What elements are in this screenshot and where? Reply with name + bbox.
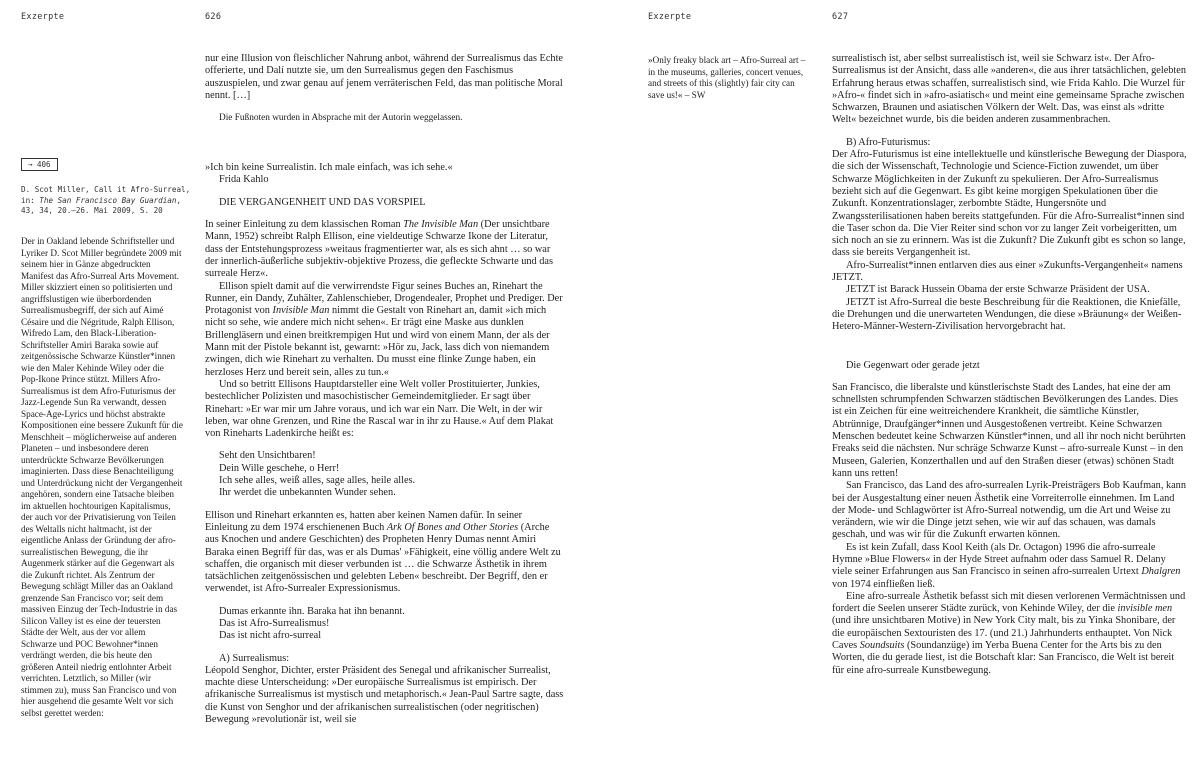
citation-post: , 43, 34, 20.–26. Mai 2009, S. 20 — [21, 195, 182, 215]
main-text-column — [832, 53, 1188, 677]
paragraph: San Francisco, das Land des afro-surrealen Lyrik-Preisträgers Bob Kaufman, kann bei der Ausgestaltung einer neuen Ästhetik eine Vorreiterrolle einnehmen. Im Land der Mode- und Schlagwörter ist Afro-Surreal notwendig, um die Art und Weise zu verändern, wie wir die Dinge jetzt sehen, wie wir auf das schauen, was damals geschah, und was wir für die Zukunft erwarten können. — [832, 480, 1186, 541]
citation-journal: The San Francisco Bay Guardian — [39, 195, 177, 205]
poem-block — [205, 606, 565, 643]
footnote-remark: Die Fußnoten wurden in Absprache mit der Autorin weggelassen. — [219, 113, 463, 124]
page-number: 627 — [832, 12, 849, 22]
paragraph: San Francisco, die liberalste und künstlerischste Stadt des Landes, hat eine der am schnellsten schrumpfenden Schwarzen städtischen Bevölkerungen des Landes. Dies ist ein Zeichen für eine weitreichendere Krankheit, die sämtliche Künstler, Abtrünnige, Draufgänger*innen und Ausgestoßenen vertreibt. Keine Schwarzen Menschen bedeutet keine Schwarzen Künstler*innen, und all ihr noch nicht berührten Freaks seid die nächsten. Nur schräge Schwarze Kunst – afro-surreale Kunst – in den Museen, Galerien, Konzerthallen und auf den Straßen dieser (etwas) schönen Stadt kann uns retten! — [832, 381, 1186, 479]
text-run: (Arche aus Knochen und andere Geschichten) des Propheten Henry Dumas nennt Amiri Baraka einen Begriff für das, was er als Dumas' »Fähigkeit, eine völlig andere Welt zu schaffen, die organisch mit dieser verbunden ist … die Schwarze Ästhetik in ihrem tatsächlichen zeitgenössischen und gelebten Leben« beschreibt. Der Begriff, den er verwendet, ist Afro-Surrealer Expressionismus. — [205, 521, 561, 595]
paragraph: Léopold Senghor, Dichter, erster Präsident des Senegal und afrikanischer Surrealist, machte diese Unterscheidung: »Der europäische Surrealismus ist empirisch. Der afrikanische Surrealismus ist mystisch und metaphorisch.« Jean-Paul Sartre sagte, dass die Kunst von Senghor und der afrikanischen surrealistischen (oder negritischen) Bewegung »revolutionär ist, weil sie — [205, 664, 564, 726]
text-run: Eine afro-surreale Ästhetik befasst sich mit diesen verlorenen Vermächtnissen und fordert die Seelen unserer Städte zurück, von Kehinde Wiley, der die — [832, 590, 1186, 615]
sidebar-introduction: Der in Oakland lebende Schriftsteller und Lyriker D. Scot Miller begründete 2009 mit seinem hier in Gänze abgedruckten Manifest das Afro-Surreal Arts Movement. Miller skizziert einen so politisierten und angriffslustigen wie überbordenden Surrealismusbegriff, der sich auf Aimé Césaire und die Négritude, Ralph Ellison, Wifredo Lam, den Black-Liberation-Schriftsteller Amiri Baraka sowie auf zeitgenössische Schwarze Künstler*innen wie den Maler Kehinde Wiley oder die Pop-Ikone Prince stützt. Millers Afro-Surrealismus ist dem Afro-Futurismus der Jazz-Legende Sun Ra verwandt, dessen Space-Age-Lyrics und höchst abstrakte Kompositionen eine bessere Zukunft für die Menschheit – möglicherweise auf anderen Planeten – und insbesondere deren unterdrückte Schwarze Bevölkerungen imaginierten. Dass diese Benachteiligung und Unterdrückung nicht der Vergangenheit angehören, sondern eine Tatsache bleiben im aktuellen hochtourigen Kapitalismus, der auch vor der Privatisierung von Teilen des Weltalls nicht haltmacht, ist der eigentliche Anlass der Gründung der afro-surrealistischen Bewegung, die ihr Augenmerk stärker auf die Gegenwart als die Zukunft richtet. Als Zentrum der Bewegung schlägt Miller das an Oakland grenzende San Francisco vor; seit dem massiven Einzug der Tech-Industrie in das Silicon Valley ist es eine der teuersten Städte der Welt, aus der vor allem Schwarze und POC Bewohner*innen verdrängt werden, die bis heute den größeren Anteil niedrig entlohnter Arbeit verrichten. Letztlich, so Miller (wir stimmen zu), muss San Francisco und von hier ausgehend die gesamte Welt vor sich selbst gerettet werden: — [21, 236, 184, 718]
book-title: The Invisible Man — [403, 219, 479, 231]
paragraph: Der Afro-Futurismus ist eine intellektuelle und künstlerische Bewegung der Diaspora, die sich der Wissenschaft, Technologie und Science-Fiction zuwendet, um über Schwarze Möglichkeiten in der Zukunft zu spekulieren. Der Afro-Surrealismus bezieht sich auf die Gegenwart. Es gibt keine morgigen Spekulationen über die Zukunft. Konzentrationslager, zerbombte Städte, Hungersnöte und Zwangssterilisationen haben bereits stattgefunden. Für die Afro-Surrealist*innen sind die Taser schon da. Die Vier Reiter sind schon vor zu langer Zeit vorbeigeritten, um sich noch an sie zu erinnern. Was ist die Zukunft? Die Zukunft gibt es schon so lange, dass sie bereits Vergangenheit ist. — [832, 149, 1187, 259]
paragraph — [832, 542, 1188, 591]
text-run: (und ihre unsichtbaren Motive) in New York City malt, bis zu Yinka Shonibare, der die europäischen Sextouristen des 17. (und 21.) Jahrhunderts enthauptet. Von Nick Caves — [832, 615, 1176, 652]
text-run: (Soundanzüge) im Yerba Buena Center for the Arts bis zu den Worten, die du gerade liest, ist die Botschaft klar: San Francisco, die Welt ist bereit für eine afro-surreale Kunstbewegung. — [832, 640, 1175, 676]
paragraph: surrealistisch ist, aber selbst surrealistisch ist, weil sie Schwarz ist«. Der Afro-Surrealismus ist der Ansicht, dass alle »anderen«, die aus ihrer tatsächlichen, gelebten Erfahrung heraus etwas schaffen, surrealistisch sind, wie Frida Kahlo. Die Wurzel für »Afro-« findet sich in »afro-asiatisch« und meint eine gemeinsame Sprache zwischen Schwarzen, Braunen und asiatischen Völkern der Welt. Das, was einst als »dritte Welt« bezeichnet wurde, bis die beiden anderen zusammenbrachen. — [832, 53, 1186, 126]
book-title: Invisible Man — [272, 305, 330, 317]
running-header-section: Exzerpte — [648, 12, 692, 22]
poem-block — [205, 450, 565, 499]
paragraph — [832, 591, 1188, 677]
epigraph-author: Frida Kahlo — [219, 174, 269, 186]
text-run: nimmt die Gestalt von Rinehart an, damit »ich mich nicht so sehe, wie andere mich nicht sehen«. Er trägt eine Maske aus dunklen Brillengläsern und einen breitkrempigen Hut und wird von einem Mann, der als der Mann mit der Pistole bekannt ist, gewarnt: »Hör zu, Jack, lass dich von niemandem zwingen, dich wie Rinehart zu verhalten. Du musst eine flinke Zunge haben, ein herzloses Herz und bereit sein, alles zu tun.« — [205, 305, 550, 378]
text-run: von 1974 einfließen ließ. — [832, 578, 935, 590]
cross-reference-box: → 406 — [21, 158, 58, 171]
poem-line: Seht den Unsichtbaren! — [219, 450, 316, 462]
poem-line: Das ist Afro-Surrealismus! — [219, 617, 330, 629]
poem-line: Dumas erkannte ihn. Baraka hat ihn benannt. — [219, 605, 405, 617]
text-run: (Der unsichtbare Mann, 1952) schreibt Ralph Ellison, eine vieldeutige Schwarze Ikone der Literatur, dass der Entstehungsprozess »weitaus fragmentierter war, als es sich ahnt … so war der innerlich-äußerliche subjektiv-objektive Prozess, die gefleckte Schwarte und das surreale Herz«. — [205, 219, 553, 280]
artwork-title: Soundsuits — [859, 640, 905, 652]
margin-quote: »Only freaky black art – Afro-Surreal art – in the museums, galleries, concert venues, and streets of this (slightly) fair city can save us!« – SW — [648, 55, 806, 100]
running-header-section: Exzerpte — [21, 12, 65, 22]
source-citation — [21, 185, 199, 217]
epigraph: »Ich bin keine Surrealistin. Ich male einfach, was ich sehe.« — [205, 162, 453, 174]
text-run: Ellison und Rinehart erkannten es, hatten aber keinen Namen dafür. In seiner Einleitung zu dem 1974 erschienenen Buch — [205, 509, 523, 533]
section-heading: Die Gegenwart oder gerade jetzt — [846, 359, 980, 371]
page-number: 626 — [205, 12, 222, 22]
paragraph: Afro-Surrealist*innen entlarven dies aus einer »Zukunfts-Vergangenheit« namens JETZT. — [832, 259, 1183, 284]
section-heading: DIE VERGANGENHEIT UND DAS VORSPIEL — [219, 196, 426, 208]
paragraph: JETZT ist Afro-Surreal die beste Beschreibung für die Reaktionen, die Kniefälle, die Drehungen und die unerwarteten Wendungen, die diese »Bräunung« der Weißen-Hetero-Männer-Western-Zivilisation hervorgebracht hat. — [832, 296, 1182, 333]
poem-line: Das ist nicht afro-surreal — [219, 630, 322, 642]
text-run: Ellison spielt damit auf die verwirrendste Figur seines Buches an, Rinehart the Runner, ein Dandy, Zuhälter, Zahlenschieber, Drogendealer, Prophet und Prediger. Der Protagonist von — [205, 280, 563, 317]
book-title: Ark Of Bones and Other Stories — [386, 521, 519, 533]
poem-line: Ihr werdet die unbekannten Wunder sehen. — [219, 487, 396, 499]
citation-pre: D. Scot Miller, Call it Afro-Surreal, in: — [21, 185, 191, 205]
book-title: Dhalgren — [1141, 566, 1181, 578]
poem-line: Ich sehe alles, weiß alles, sage alles, heile alles. — [219, 475, 416, 487]
subsection-heading: A) Surrealismus: — [219, 652, 290, 664]
paragraph: Und so betritt Ellisons Hauptdarsteller eine Welt voller Prostituierter, Junkies, bestechlicher Polizisten und masochistischer Gemeindemitglieder. Er sagt über Rinehart: »Er war mir um Jahre voraus, und ich war ein Narr. Die Welt, in der wir leben, war ohne Grenzen, und Rine the Rascal war in ihr zu Hause.« Auf dem Plakat von Rineharts Ladenkirche heißt es: — [205, 378, 554, 440]
text-run: In seiner Einleitung zu dem klassischen Roman — [205, 219, 404, 231]
text-run: Es ist kein Zufall, dass Kool Keith (als Dr. Octagon) 1996 die afro-surreale Hymne »Blue Flowers« in der Hyde Street aufnahm oder dass Samuel R. Delany viele seiner Erfahrungen aus San Francisco in seinen afro-surrealen Urtext — [832, 541, 1166, 578]
main-text-column — [205, 53, 565, 726]
subsection-heading: B) Afro-Futurismus: — [846, 136, 931, 148]
paragraph: JETZT ist Barack Hussein Obama der erste Schwarze Präsident der USA. — [846, 284, 1150, 296]
paragraph — [205, 510, 565, 596]
paragraph — [205, 281, 565, 379]
poem-line: Dein Wille geschehe, o Herr! — [219, 462, 340, 474]
artwork-title: invisible men — [1117, 603, 1173, 615]
paragraph: nur eine Illusion von fleischlicher Nahrung anbot, während der Surrealismus das Echte offerierte, und Dalí nutzte sie, um den Surrealismus gegen den Faschismus auszuspielen, und zwar genau auf jenem verräterischen Feld, das man politische Moral nennt. […] — [205, 53, 563, 101]
paragraph — [205, 219, 565, 280]
